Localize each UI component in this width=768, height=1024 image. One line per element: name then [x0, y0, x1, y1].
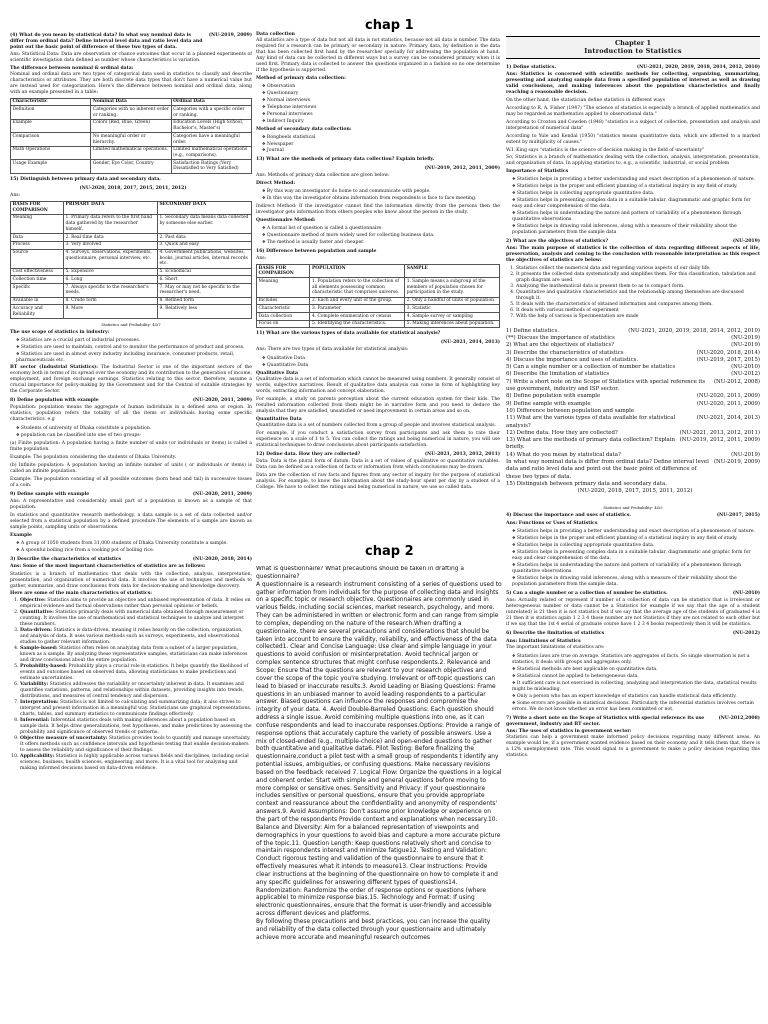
question-heading: 7) Write a short note on the Scope of Statistics with special reference its use government, industry and BT sector. (NU-2012,2008) — [506, 715, 760, 727]
question-heading: 11) What are the various types of data available for statistical analysis? — [256, 331, 441, 337]
list-item: (NU-2020, 2018, 2017, 2015, 2011, 2012) — [577, 488, 693, 495]
question-heading: 6) Describe the limitation of statistics (NU-2012) — [506, 630, 760, 636]
question-index-list — [506, 328, 760, 496]
list-item: 6) Describe the limitation of statistics (NU-2012) — [506, 371, 760, 378]
question-heading: (4) What do you mean by statistical data? In what way nominal data is differ from ordinal data? Define interval level data and ratio level data and point out the basic point of difference of these two types of data. (NU-2019, 2009) — [10, 33, 252, 50]
question-heading: 2) What are the objectives of statistics? (NU-2019) — [506, 239, 760, 245]
nominal-ordinal-table: Characteristic Nominal Data Ordinal Data Definition Categories with no inherent order or ranking. Categories with a specific order or ranking. Example Colors (Red, Blue, Green) Education Levels (High School, Bachelor's, Master's) Comparison No meaningful order or hierarchy. Categories have a meaningful order. Math Operations Limited mathematical operations. Limited mathematical operations (e.g., comparisons). Usage Example Gender, Eye Color, Country Satisfaction Ratings (Very Dissatisfied to Very Satisfied) — [10, 98, 252, 174]
list-item: 4) Discuss the importance and uses of statistics. (NU-2019, 2017, 2015) — [506, 356, 760, 363]
paragraph: A questionnaire is a research instrument consisting of a series of questions used to gather information from individuals for the purpose of collecting data and insights on a specific topic or research objective. Questionnaires are commonly used in various fields, including social sciences, market research, psychology, and more. They can be administered in written or electronic form and can range from simple to complex, depending on the nature of the research.When drafting a questionnaire, there are several precautions and considerations that should be taken into account to ensure the validity, reliability, and effectiveness of the data collected1. Clear and Concise Language: Use clear and simple language in your questions to avoid confusion or misinterpretation. Avoid technical jargon or complex sentence structures that might confuse respondents.2. Relevance and Scope: Ensure that the questions are relevant to your research objectives and cover the scope of the topic you're studying. Irrelevant or off-topic questions can lead to biased or inaccurate results.3. Avoid Leading or Biasing Questions: Frame questions in an unbiased manner to avoid leading respondents to a particular answer. Biased questions can influence the responses and compromise the integrity of your data. 4. Avoid Double-Barreled Questions: Each question should address a single issue. Avoid combining multiple questions into one, as it can confuse respondents and lead to inaccurate responses.Options: Provide a range of response options that accurately capture the variety of possible answers. Use a mix of closed-ended (e.g., multiple-choice) and open-ended questions to gather both quantitative and qualitative data6. Pilot Testing: Before finalizing the questionnaire,conduct a pilot test with a small group of respondents t identify any potential issues, ambiguities, or confusing questions. Make necessary revisions based on the feedback received 7. Logical Flow: Organize the questions in a logical and coherent order. Start with simple and general questions before moving to more complex or sensitive ones. Sensitivity and Privacy: If your questionnaire includes sensitive or personal questions, ensure that you provide appropriate context and reassurance about the confidentiality and anonymity of respondents' answers.9. Avoid Assumptions: Don't assume prior knowledge or experience on the part of the respondents Provide context and explanations when necessary.10. Balance and Diversity: Aim for a balanced representation of viewpoints and demographics in your questions to avoid bias and capture a more accurate picture of the topic.11. Question Length: Keep questions relatively short and concise to maintain respondents interest and minimize fatigue12. Testing and Validation: Conduct rigorous testing and validation of the questionnaire to ensure that it effectively measures what it intends to measure13. Clear Instructions: Provide clear instructions at the beginning of the questionnaire on how to complete it and any specific guidelines for answering different types of questions14. Randomization: Randomize the order of response options or questions (where applicable) to minimize response bias.15. Technology and Format: If using electronic questionnaires, ensure that the format is user-friendly and accessible across different devices and platforms. — [256, 581, 502, 918]
question-heading: 5) Can a single number or a collection of number be statistics. (NU-2010) — [506, 591, 760, 597]
list-item: 3) Describe the characteristics of statistics (NU-2020, 2018, 2014) — [506, 349, 760, 356]
question-heading: 4) Discuss the importance and uses of statistics. (NU-2017, 2015) — [506, 513, 760, 519]
list-item: 5) Can a single number or a collection of number be statistics (NU-2010) — [506, 364, 760, 371]
question-heading: 15) Distinguish between primary data and secondary data. — [10, 176, 161, 182]
list-item: 1) Define statistics. (NU-2021, 2020, 2019, 2018, 2014, 2012, 2010) — [506, 327, 760, 334]
list-item: 15) Distinguish between primary data and secondary data. — [506, 480, 667, 487]
list-item: 2) What are the objectives of statistics? (NU-2019) — [506, 342, 760, 349]
list-item: 8) Define population with example (NU-2020, 2011, 2009) — [506, 393, 760, 400]
heading-chap1: chap 1 — [365, 18, 414, 33]
question-heading: 1) Define statistics. (NU-2021, 2020, 2019, 2018, 2014, 2012, 2010) — [506, 64, 760, 70]
primary-secondary-table: BASIS FOR COMPARISON PRIMARY DATA SECONDARY DATA Meaning 1. Primary data refers to the first hand data gathered by the researcher himself. 1. Secondary data means data collected by someone else earlier. Data 2. Real time data 2. Past data Process 3. Very involved 3. Quick and easy Source 4. Surveys, observations, experiments, questionnaire, personal interview, etc. 4. Government publications, websites, books, journal articles, internal records etc. Cost effectiveness 5. Expensive 5. Economical Collection time 6. Long 6. Short Specific 7. Always specific to the researcher's needs. 7. May or may not be specific to the researcher's need. Available in 8. Crude form 8. Refined form Accuracy and Reliability 9. More 9. Relatively less — [10, 201, 252, 319]
list-item: 14) What do you mean by statistical data? (NU-2019) — [506, 451, 760, 458]
heading-chap2: chap 2 — [365, 544, 414, 559]
list-item: (**) Discuss the importance of statistics (NU-2019) — [506, 334, 760, 341]
section-subheading: The difference between nominal & ordinal data: — [10, 65, 134, 71]
notes-column-left: (4) What do you mean by statistical data? In what way nominal data is differ from ordinal data? Define interval level data and ratio level data and point out the basic point of difference of these two types of data. (NU-2019, 2009) Ans: Statistical Data: Data are observation or chance outcomes that occur in a planned experiments of scientific investigation data defined as number whose characteristics is variation. The difference between nominal & ordinal data: Nominal and ordinal data are two types of categorical data used in statistics to classify and describe characteristics or attributes. They are both discrete data types that don't have a numerical value but are instead used for categorization. Here's the difference between nominal and ordinal data, along with an example presented in a table: Characteristic Nominal Data Ordinal Data Definition Categories with no inherent order or ranking. Categories with a specific order or ranking. Example Colors (Red, Blue, Green) Education Levels (High School, Bachelor's, Master's) Comparison No meaningful order or hierarchy. Categories have a meaningful order. Math Operations Limited mathematical operations. Limited mathematical operations (e.g., comparisons). Usage Example Gender, Eye Color, Country Satisfaction Ratings (Very Dissatisfied to Very Satisfied) 15) Distinguish between primary data and secondary data. (NU-2020, 2018, 2017, 2015, 2011, 2012) Ans: BASIS FOR COMPARISON PRIMARY DATA SECONDARY DATA Meaning 1. Primary data refers to the first hand data gathered by the researcher himself. 1. Secondary data means data collected by someone else earlier. Data 2. Real time data 2. Past data Process 3. Very involved 3. Quick and easy Source 4. Surveys, observations, experiments, questionnaire, personal interview, etc. 4. Government publications, websites, books, journal articles, internal records etc. Cost effectiveness 5. Expensive 5. Economical Collection time 6. Long 6. Short Specific 7. Always specific to the researcher's needs. 7. May or may not be specific to the researcher's need. Available in 8. Crude form 8. Refined form Accuracy and Reliability 9. More 9. Relatively less Statistics and Probability- 4&7 The use scope of statistics in industry: ❖ Statistics are a crucial part of industrial processes. ❖ Statistics are used to maintain, control and to monitor the performance of product and process. ❖ Statistics are used in almost every industry including insurance, consumer products, retail, pharmaceuticals etc. BT sector (Industrial Statistics): The Industrial Sector is one of the important sectors of the economy both in terms of its spread over the economy and its contribution to the generation of income, employment, and foreign exchange earnings. Statistics relating to this sector, therefore, assume a crucial importance for policy-making by the Government and for the Central of suitable strategies by the Corporate Sector. 8) Define population with example (NU-2020, 2011, 2009) Population: population means the aggregate of human individuals in a defined area or region. In statistics, population refers the totality of all the items or individuals having some specific characteristics. e.g ❖ Students of university of Dhaka constitute a population. ❖ population can be classified into one of two groups- (a) Finite population: A population having a finite number of units (or individuals or items) is called a finite population. Example: The population considering the students of Dhaka University. (b) Infinite population: A population having an infinite number of units ( or individuals or items) is called an infinite population. Example: The population consisting of all possible outcomes (born head and tail) in successive tosses of a coin. 9) Define sample with example (NU-2020, 2011, 2009) Ans: A representative and considerably small part of a population is known as a sample of that population. In statistics and quantitative research methodology, a data sample is a set of data collected and/or selected from a statistical population by a defined procedure.The elements of a sample are known as sample points, sampling units or observations. Example ❖ A group of 1050 students from 31,000 students of Dhaka University constitute a sample. ❖ A spoonful boiling rice from a cooking pot of boiling rice. 3) Describe the characteristics of statistics (NU-2020, 2018, 2014) Ans: Some of the most important characteristics of statistics are as follows: Statistics is a branch of mathematics that deals with the collection, analysis, interpretation, presentation, and organization of numerical data. It involves the use of techniques and methods to gather, summarize, and draw conclusions from data for decision-making and knowledge discovery. Here are some of the main characteristics of statistics: 1. Objective: Statistics aims to provide an objective and unbiased representation of data. It relies on empirical evidence and factual observations rather than personal opinions or beliefs. 2. Quantitative: Statistics primarily deals with numerical data obtained through measurement or counting. It involves the use of mathematical and statistical techniques to analyze and interpret these numbers. 3. Data-driven: Statistics is data-driven, meaning it relies heavily on the collection, organization, and analysis of data. It uses various methods such as surveys, experiments, and observational studies to gather relevant information. 4. Sample-based: Statistics often relies on analyzing data from a subset of a larger population, known as a sample. By analyzing these representative samples, statisticians can make inferences and draw conclusions about the entire population. 5. Probability-based: Probability plays a crucial role in statistics. It helps quantify the likelihood of events and outcomes based on observed data, allowing statisticians to make predictions and estimate uncertainties. 6. Variability: Statistics addresses the variability or uncertainty inherent in data. It examines and quantifies variations, patterns, and relationships within datasets, providing insights into trends, distributions, and measures of central tendency and dispersion. 7. Interpretation: Statistics is not limited to calculating and summarizing data; it also strives to interpret and present information in a meaningful way. Statisticians use graphical representations, charts, tables, and summary statistics to communicate findings effectively. 8. Inferential: Inferential statistics deals with making inferences about a population based on sample data. It helps draw generalizations, test hypotheses, and make predictions by assessing the probability and significance of observed trends or patterns. 9. Objective measure of uncertainty: Statistics provides tools to quantify and manage uncertainty. It offers methods such as confidence intervals and hypothesis testing that enable decision-makers to assess the reliability and significance of their findings. 10. Applicability: Statistics is highly applicable across various fields and disciplines, including social sciences, business, health sciences, engineering, and more. It is a vital tool for analyzing and making informed decisions based on data-driven evidence. — [10, 30, 252, 1020]
list-item: 10) Difference between population and sample — [506, 407, 635, 414]
paragraph: Nominal and ordinal data are two types of categorical data used in statistics to classify and describe characteristics or attributes. They are both discrete data types that don't have a numerical value but are instead used for categorization. Here's the difference between nominal and ordinal data, along with an example presented in a table: — [10, 71, 252, 95]
list-item: 9) Define sample with example (NU-2020, 2011, 2009) — [506, 400, 760, 407]
question-heading: 12) Define data. How they are collected? (NU-2021, 2013, 2012, 2011) — [256, 451, 500, 457]
characteristics-list: 1. Objective: Statistics aims to provide an objective and unbiased representation of data. It relies on empirical evidence and factual observations rather than personal opinions or beliefs. 2. Quantitative: Statistics primarily deals with numerical data obtained through measurement or counting. It involves the use of mathematical and statistical techniques to analyze and interpret these numbers. 3. Data-driven: Statistics is data-driven, meaning it relies heavily on the collection, organization, and analysis of data. It uses various methods such as surveys, experiments, and observational studies to gather relevant information. 4. Sample-based: Statistics often relies on analyzing data from a subset of a larger population, known as a sample. By analyzing these representative samples, statisticians can make inferences and draw conclusions about the entire population. 5. Probability-based: Probability plays a crucial role in statistics. It helps quantify the likelihood of events and outcomes based on observed data, allowing statisticians to make predictions and estimate uncertainties. 6. Variability: Statistics addresses the variability or uncertainty inherent in data. It examines and quantifies variations, patterns, and relationships within datasets, providing insights into trends, distributions, and measures of central tendency and dispersion. 7. Interpretation: Statistics is not limited to calculating and summarizing data; it also strives to interpret and present information in a meaningful way. Statisticians use graphical representations, charts, tables, and summary statistics to communicate findings effectively. 8. Inferential: Inferential statistics deals with making inferences about a population based on sample data. It helps draw generalizations, test hypotheses, and make predictions by assessing the probability and significance of observed trends or patterns. 9. Objective measure of uncertainty: Statistics provides tools to quantify and manage uncertainty. It offers methods such as confidence intervals and hypothesis testing that enable decision-makers to assess the reliability and significance of their findings. 10. Applicability: Statistics is highly applicable across various fields and disciplines, including social sciences, business, health sciences, engineering, and more. It is a vital tool for analyzing and making informed decisions based on data-driven evidence. — [20, 598, 252, 771]
question-heading: 8) Define population with example (NU-2020, 2011, 2009) — [10, 398, 252, 404]
page-header: Statistics and Probability- 4&7 — [101, 321, 161, 327]
answer-text: Ans: Statistical Data: Data are observation or chance outcomes that occur in a planned experiments of scientific investigation data defined as number whose characteristics is variation. — [10, 51, 252, 63]
list-item: In what way nominal data is differ from ordinal data? Define interval level data and ratio level data and point out the basic point of difference of these two types of data. (NU-2019, 2009) — [506, 459, 760, 480]
page-header: Statistics and Probability- 4&5 — [603, 504, 663, 510]
list-item: 7) Write a short note on the Scope of Statistics with special reference its use government, industry and ISP sector. (NU-2012, 2008) — [506, 378, 760, 393]
question-heading: 9) Define sample with example (NU-2020, 2011, 2009) — [10, 491, 252, 497]
chapter-banner: Chapter 1 Introduction to Statistics — [506, 36, 760, 59]
notes-column-right: Chapter 1 Introduction to Statistics 1) Define statistics. (NU-2021, 2020, 2019, 2018, 2014, 2012, 2010) Ans: Statistics is concerned with scientific methods for collecting, organizing, summarizing, presenting and analyzing sample data from a specified population of interest as well as drawing valid conclusions, and making inferences about the population characteristics and finally reaching a reasonable decision. On the other hand, the statistician define statistics in different ways According to R. A. Fisher (1947) "The science of statistics is especially a branch of applied mathematics and may be regarded as mathematics applied to observational data." According to Croxton and Cowden (1948) "statistics is a subject of collection, presentation and analysis and interpretation of numerical data" According to Yule and Kendal (1950) "statistics means quantitative data, which are affected to a marked extent by multiplicity of causes." W.I. King says "statistics is the science of decision making in the field of uncertainty" So, Statistics is a branch of mathematics dealing with the collection, analysis, interpretation, presentation, and organization of data. In applying statistics to, e.g., a scientific, industrial, or social problem Importance of Statistics ❖ Statistics helps in providing a better understanding and exact description of a phenomenon of nature. ❖ Statistics helps in the proper and efficient planning of a statistical inquiry in any field of study. ❖ Statistics helps in collecting appropriate quantitative data. ❖ Statistics helps in presenting complex data in a suitable tabular, diagrammatic and graphic form for easy and clear comprehension of the data. ❖ Statistics helps in understanding the nature and pattern of variability of a phenomenon through quantitative observations. ❖ Statistics helps in drawing valid inferences, along with a measure of their reliability about the population parameters from the sample data 2) What are the objectives of statistics? (NU-2019) Ans: The main purpose of statistics is the collection of data regarding different aspects of life, preservation, analysis and coming to the conclusion with reasonable interpretation as this respect the objectives of statistics are below: 1. Statistics collect the numerical data and regarding various aspects of our daily life. 2. It presents the collected data systematically and simplifies them. For this classification, tabulation and graph diagram are used. 3. Analyzing the mathematical data is present them to as to compact form. 4. Quantitative and qualitative characteristics and the relationship among themselves are discussed through it. 5. It deals with the characteristics of obtained information and compares among them. 6. It deals with various methods of experiment 7. With the help of various is Specimentation are made 1) Define statistics. (NU-2021, 2020, 2019, 2018, 2014, 2012, 2010) (**) Discuss the importance of statistics (NU-2019) 2) What are the objectives of statistics? (NU-2019) 3) Describe the characteristics of statistics (NU-2020, 2018, 2014) 4) Discuss the importance and uses of statistics. (NU-2019, 2017, 2015) 5) Can a single number or a collection of number be statistics (NU-2010) 6) Describe the limitation of statistics (NU-2012) 7) Write a short note on the Scope of Statistics with special reference its use government, industry and ISP sector. (NU-2012, 2008) 8) Define population with example (NU-2020, 2011, 2009) 9) Define sample with example (NU-2020, 2011, 2009) 10) Difference between population and sample 11) What are the various types of data available for statistical analysis? (NU-2021, 2014, 2013) 12) Define data. How they are collected? (NU-2021, 2013, 2012, 2011) 13) What are the methods of primary data collection? Explain briefly. (NU-2019, 2012, 2011, 2009) 14) What do you mean by statistical data? (NU-2019) In what way nominal data is differ from ordinal data? Define interval level data and ratio level data and point out the basic point of difference of these two types of data. (NU-2019, 2009) 15) Distinguish between primary data and secondary data. (NU-2020, 2018, 2017, 2015, 2011, 2012) Statistics and Probability- 4&5 4) Discuss the importance and uses of statistics. (NU-2017, 2015) Ans: Functions or Uses of Statistics ❖ Statistics helps in providing a better understanding and exact description of a phenomenon of nature. ❖ Statistics helps in the proper and efficient planning of a statistical inquiry in any field of study. ❖ Statistics helps in collecting appropriate quantitative data. ❖ Statistics helps in presenting complex data in a suitable tabular, diagrammatic and graphic form for easy and clear comprehension of the data. ❖ Statistics helps in understanding the nature and pattern of variability of a phenomenon through quantitative observations. ❖ Statistics helps in drawing valid inferences, along with a measure of their reliability about the population parameters from the sample data. 5) Can a single number or a collection of number be statistics. (NU-2010) Ans: Actually related or represent if number of a collection of data can be statistics that is irrelevant or heterogeneous number or data cannot be a Statistics for example if we say that the age of a student (unrelated) is 21 then it is not statistics but if we say that the average age of the students of graduated 4 is 21 then it is statistics again 1 2 3 4 those number are not Statistics if they are not related to each other but if we say that the 1st 4 serial of graduate course have 1 2 3 4 books respectively then it will be statistics. 6) Describe the limitation of statistics (NU-2012) Ans: Limitations of Statistics The important limitations of statistics are: ❖ Statistics laws are true on average. Statistics are aggregates of facts. So single observation is not a statistics, it deals with groups and aggregates only. ❖ Statistical methods are best applicable on quantitative data. ❖ Statistical cannot be applied to heterogeneous data. ❖ It sufficient care is not exercised in collecting, analyzing and interpretation the data, statistical results might be misleading. ❖ Only a person who has an expert knowledge of statistics can handle statistical data efficiently. ❖ Some errors are possible in statistical decisions. Particularly the inferential statistics involves certain errors. We do not know whether an error has been committed or not. 7) Write a short note on the Scope of Statistics with special reference its use government, industry and BT sector. (NU-2012,2008) Ans: The uses of statistics in government sector: Statistics can help a government make informed policy decisions regarding many different areas. An example would be, if a government wanted evidence based on their economy and it tells them that, there is a 12% unemployment rate. This would signal to a government to make a policy decision regarding this statistics. — [506, 30, 760, 1018]
paragraph: By following these precautions and best practices, you can increase the quality and reliability of the data collected through your questionnaire and ultimately achieve more accurate and meaningful research outcomes — [256, 918, 491, 941]
chap2-text-block — [256, 566, 502, 1020]
paragraph: What is questionnaire? What precautions should be taken in drafting a questionnaire? — [256, 566, 464, 580]
population-sample-table: BASIS FOR COMPARISON POPULATION SAMPLE Meaning 1. Population refers to the collection of all elements possessing common characteristic that comprises universe. 1. Sample means a subgroup of the members of population chosen for participation in the study. Includes 2. Each and every unit of the group. 2. Only a handful of units of population. Characteristic 3. Parameter 3. Statistic Data collection 4. Complete enumeration or census 4. Sample survey or sampling Focus on 5. Identifying the characteristics. 5. Making inferences about population. — [256, 264, 500, 328]
bullet-list: ❖ Statistics are a crucial part of industrial processes. ❖ Statistics are used to maintain, control and to monitor the performance of product and process. ❖ Statistics are used in almost every industry including insurance, consumer products, retail, pharmaceuticals etc. — [16, 337, 252, 364]
question-heading: 16) Difference between population and sample — [256, 249, 377, 255]
list-item: 13) What are the methods of primary data collection? Explain briefly. (NU-2019, 2012, 2011, 2009) — [506, 437, 760, 451]
list-item: 11) What are the various types of data available for statistical analysis? (NU-2021, 2014, 2013) — [506, 415, 760, 429]
list-item: 12) Define data. How they are collected? (NU-2021, 2013, 2012, 2011) — [506, 429, 760, 436]
question-heading: 3) Describe the characteristics of statistics (NU-2020, 2018, 2014) — [10, 556, 252, 562]
notes-column-middle: Data collection All statistics are a type of data but not all data is not statistics, because not all data is number. The data required for a research can be primary or secondary in nature. Primary data, by definition is the data that has been collected first hand by the researcher specially for addressing the population at hand. Any kind of data can be collected in different ways but a survey can be considered primary when it is used first. Primary data is collected to answer the questions organized in a fashion so no one determine if the hypothesis is supported. Method of primary data collection: ❖ Observation ❖ Questionnary ❖ Normal interviews ❖ Telephone interviews ❖ Personal interviews ❖ Indirect Inquiry Method of secondary data collection: ❖ Rongbeels statistical ❖ Newspaper ❖ Journal 13) What are the methods of primary data collection? Explain briefly. (NU-2019, 2012, 2011, 2009) Ans: Methods of primary data collection are given below: Direct Method: ❖ By this way an investigator do home to and communicate with people. ❖ In this way the investigator obtains information from respondents is face to face meeting. Indirect Method: If the investigator cannot find the information directly from the persons then the investigator gets information from others peoples who know about the person in the study. Questionnaire Method: ❖ A formal list of question is called a questionnaire. ❖ Questionnaire method of more widely used for collecting business data. ❖ The method is usually faster and cheaper. 16) Difference between population and sample Ans: BASIS FOR COMPARISON POPULATION SAMPLE Meaning 1. Population refers to the collection of all elements possessing common characteristic that comprises universe. 1. Sample means a subgroup of the members of population chosen for participation in the study. Includes 2. Each and every unit of the group. 2. Only a handful of units of population. Characteristic 3. Parameter 3. Statistic Data collection 4. Complete enumeration or census 4. Sample survey or sampling Focus on 5. Identifying the characteristics. 5. Making inferences about population. 11) What are the various types of data available for statistical analysis? (NU-2021, 2014, 2013) Ans: There are two types of data available for statistical analysis: ❖ Qualitative Data ❖ Quantitative Data Qualitative Data Qualitative data is a set of information which cannot be measured using numbers. It generally consist of words, subjective narratives. Result of qualitative data analysis can come in form of highlighting key words, extracting information and concept elaboration. For example, a study on parents perception about the current education system for their kids. The resulted information collected from them might be in narrative form and you need to deduce the analysis that they are satisfied, unsatisfied or need improvement in certain areas and so on. Quantitative Data Quantitative data is a set of numbers collected from a group of people and involves statistical analysis. For example, if you conduct a satisfaction survey from participants and ask them to rate their experience on a scale of 1 to 5. You can collect the ratings and being numerical in nature, you will use statistical techniques to draw conclusions about participants satisfaction. 12) Define data. How they are collected? (NU-2021, 2013, 2012, 2011) Data: Data is the plural form of datum. Data is a set of values of qualitative or quantitative variables. Data can be defined as a collection of facts or information from which conclusions may be drawn. Data are the collection of raw facts and figures from any sector of inquiry for the purpose of statistical analysis. For example, to know the information about the study-hour spent per day by a student of a College. We have to collect the ratings and being numerical in nature, we use so called data. — [256, 30, 500, 536]
question-heading: 13) What are the methods of primary data collection? Explain briefly. — [256, 157, 435, 163]
